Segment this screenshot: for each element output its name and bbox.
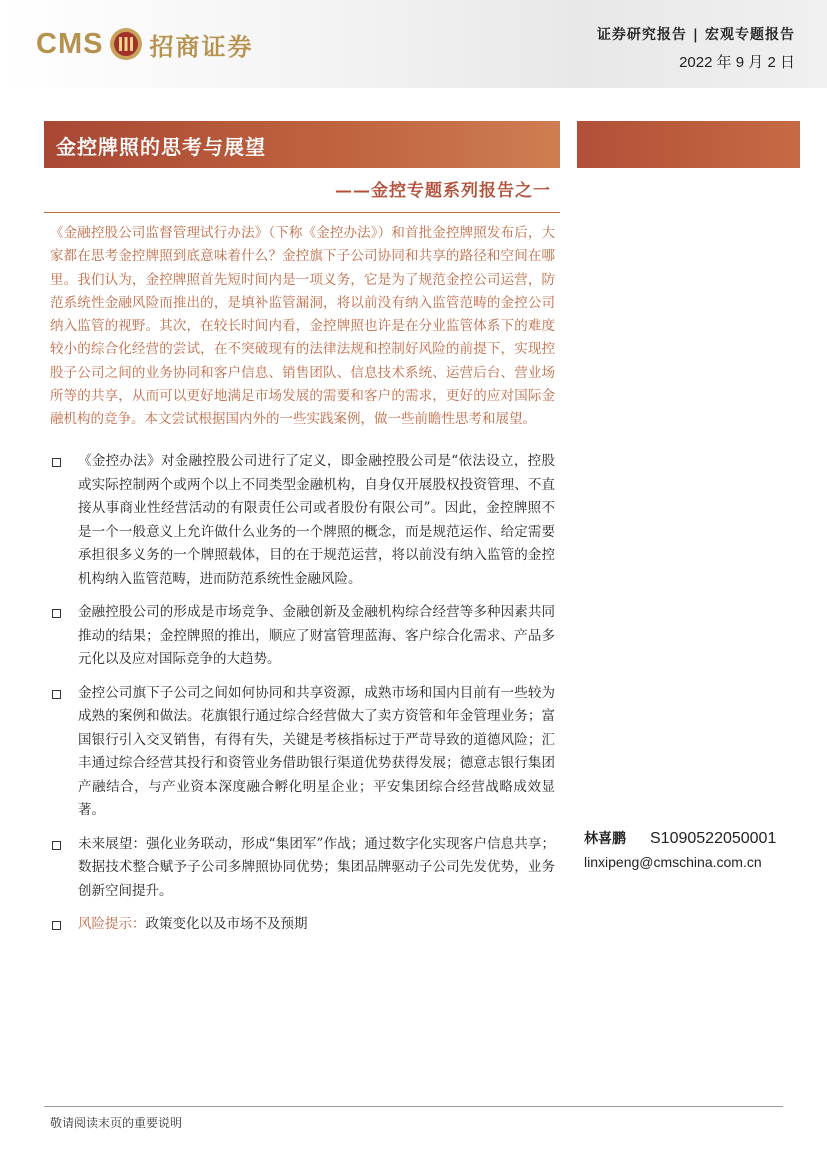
footer-divider bbox=[44, 1106, 783, 1107]
report-date: 2022 年 9 月 2 日 bbox=[679, 54, 795, 71]
bullet-text: 金控公司旗下子公司之间如何协同和共享资源，成熟市场和国内目前有一些较为成熟的案例和做法。花旗银行通过综合经营做大了卖方资管和年金管理业务；富国银行引入交叉销售，有得有失，关键是考核指标过于严苛导致的道德风险；汇丰通过综合经营其投行和资管业务借助银行渠道优势获得发展；德意志银行集团产融结合，与产业资本深度融合孵化明星企业；平安集团综合经营战略成效显著。 bbox=[78, 684, 555, 818]
risk-warning bbox=[50, 913, 555, 937]
logo-emblem-icon bbox=[109, 27, 143, 61]
author-certificate: S1090522050001 bbox=[650, 830, 777, 847]
title-divider bbox=[44, 212, 560, 213]
report-category: 宏观专题报告 bbox=[705, 27, 795, 43]
summary-paragraph: 《金融控股公司监督管理试行办法》（下称《金控办法》）和首批金控牌照发布后，大家都在思考金控牌照到底意味着什么？金控旗下子公司协同和共享的路径和空间在哪里。我们认为，金控牌照首先短时间内是一项义务，它是为了规范金控公司运营，防范系统性金融风险而推出的，是填补监管漏洞，将以前没有纳入监管范畴的金控公司纳入监管的视野。其次，在较长时间内看，金控牌照也许是在分业监管体系下的难度较小的综合化经营的尝试，在不突破现有的法律法规和控制好风险的前提下，实现控股子公司之间的业务协同和客户信息、销售团队、信息技术系统、运营后台、营业场所等的共享，从而可以更好地满足市场发展的需要和客户的需求，更好的应对国际金融机构的竞争。本文尝试根据国内外的一些实践案例，做一些前瞻性思考和展望。 bbox=[50, 225, 555, 428]
square-bullet-icon bbox=[52, 690, 61, 699]
report-type: 证券研究报告 bbox=[596, 27, 687, 43]
author-info bbox=[584, 828, 776, 870]
bullet-text: 《金控办法》对金融控股公司进行了定义，即金融控股公司是“依法设立，控股或实际控制两个或两个以上不同类型金融机构，自身仅开展股权投资管理、不直接从事商业性经营活动的有限责任公司或者股份有限公司”。因此，金控牌照不是一个一般意义上允许做什么业务的一个牌照的概念，而是规范运作、给定需要承担很多义务的一个牌照载体，目的在于规范运营，将以前没有纳入监管的金控机构纳入监管范畴，进而防范系统性金融风险。 bbox=[78, 453, 555, 587]
logo-latin: CMS bbox=[36, 27, 104, 60]
author-name: 林喜鹏 bbox=[584, 831, 626, 847]
logo-chinese: 招商证券 bbox=[149, 32, 254, 61]
list-item bbox=[50, 450, 555, 591]
list-item bbox=[50, 682, 555, 823]
sidebar-header-bar bbox=[577, 121, 800, 168]
key-points-list bbox=[50, 450, 555, 937]
meta-separator: | bbox=[692, 27, 699, 43]
square-bullet-icon bbox=[52, 609, 61, 618]
footer-disclaimer: 敬请阅读末页的重要说明 bbox=[50, 1116, 183, 1130]
square-bullet-icon bbox=[52, 921, 61, 930]
company-logo bbox=[36, 22, 253, 66]
list-item bbox=[50, 833, 555, 904]
square-bullet-icon bbox=[52, 841, 61, 850]
risk-text: 政策变化以及市场不及预期 bbox=[145, 916, 308, 932]
report-meta bbox=[597, 24, 795, 72]
risk-label: 风险提示： bbox=[78, 916, 146, 932]
report-subtitle: ——金控专题系列报告之一 bbox=[335, 181, 551, 201]
bullet-text: 未来展望：强化业务联动，形成“集团军”作战；通过数字化实现客户信息共享；数据技术整合赋予子公司多牌照协同优势；集团品牌驱动子公司先发优势，业务创新空间提升。 bbox=[78, 835, 555, 899]
title-bar bbox=[44, 121, 560, 168]
square-bullet-icon bbox=[52, 458, 61, 467]
bullet-text: 金融控股公司的形成是市场竞争、金融创新及金融机构综合经营等多种因素共同推动的结果；金控牌照的推出，顺应了财富管理蓝海、客户综合化需求、产品多元化以及应对国际竞争的大趋势。 bbox=[78, 604, 555, 667]
author-email[interactable]: linxipeng@cmschina.com.cn bbox=[584, 854, 762, 870]
list-item bbox=[50, 601, 555, 672]
report-title: 金控牌照的思考与展望 bbox=[56, 135, 266, 159]
